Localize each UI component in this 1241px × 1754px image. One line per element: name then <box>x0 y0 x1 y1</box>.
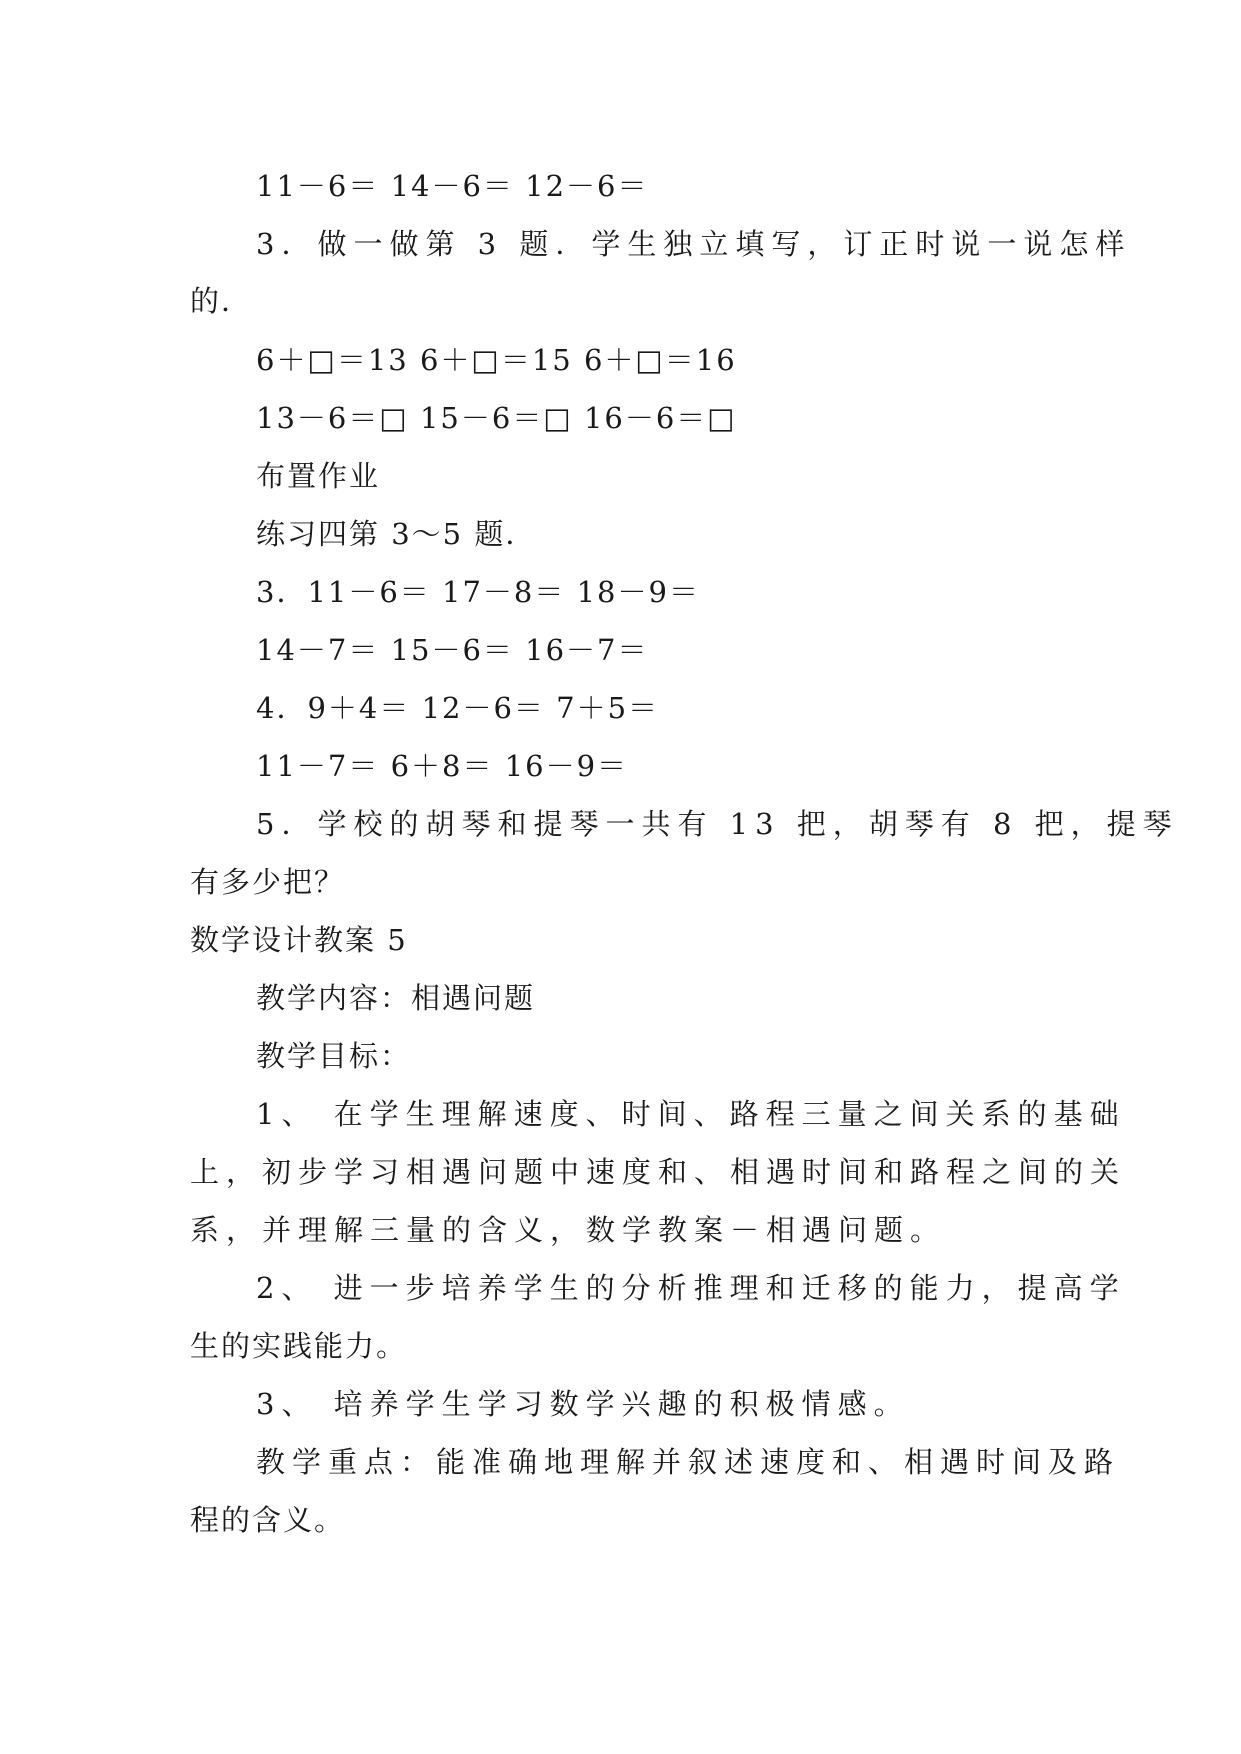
section-heading: 布置作业 <box>256 459 381 493</box>
text-line: 14－7＝ 15－6＝ 16－7＝ <box>256 633 649 667</box>
text-line: 2、 进一步培养学生的分析推理和迁移的能力，提高学 <box>256 1271 1126 1305</box>
text-line: 系，并理解三量的含义，数学教案－相遇问题。 <box>190 1213 947 1247</box>
text-line: 练习四第 3～5 题． <box>256 517 537 551</box>
text-line: 5．学校的胡琴和提琴一共有 13 把，胡琴有 8 把，提琴 <box>256 807 1179 841</box>
text-line: 有多少把？ <box>190 865 346 899</box>
text-line: 程的含义。 <box>190 1503 346 1537</box>
text-line: 4．9＋4＝ 12－6＝ 7＋5＝ <box>256 691 660 725</box>
text-line: 教学目标： <box>256 1039 412 1073</box>
text-line: 3、 培养学生学习数学兴趣的积极情感。 <box>256 1387 910 1421</box>
text-line: 上，初步学习相遇问题中速度和、相遇时间和路程之间的关 <box>190 1155 1127 1189</box>
text-line: 教学重点：能准确地理解并叙述速度和、相遇时间及路 <box>256 1445 1121 1479</box>
text-line: 教学内容：相遇问题 <box>256 981 536 1015</box>
text-line: 的． <box>190 284 253 318</box>
text-line: 11－6＝ 14－6＝ 12－6＝ <box>256 169 649 203</box>
text-line: 3．做一做第 3 题．学生独立填写，订正时说一说怎样 <box>256 227 1132 261</box>
text-line: 生的实践能力。 <box>190 1329 408 1363</box>
text-line: 13－6＝□ 15－6＝□ 16－6＝□ <box>256 401 737 435</box>
text-line: 6＋□＝13 6＋□＝15 6＋□＝16 <box>256 343 737 377</box>
text-line: 3．11－6＝ 17－8＝ 18－9＝ <box>256 575 700 609</box>
section-title: 数学设计教案 5 <box>190 923 408 957</box>
text-line: 1、 在学生理解速度、时间、路程三量之间关系的基础 <box>256 1097 1126 1131</box>
text-line: 11－7＝ 6＋8＝ 16－9＝ <box>256 749 629 783</box>
